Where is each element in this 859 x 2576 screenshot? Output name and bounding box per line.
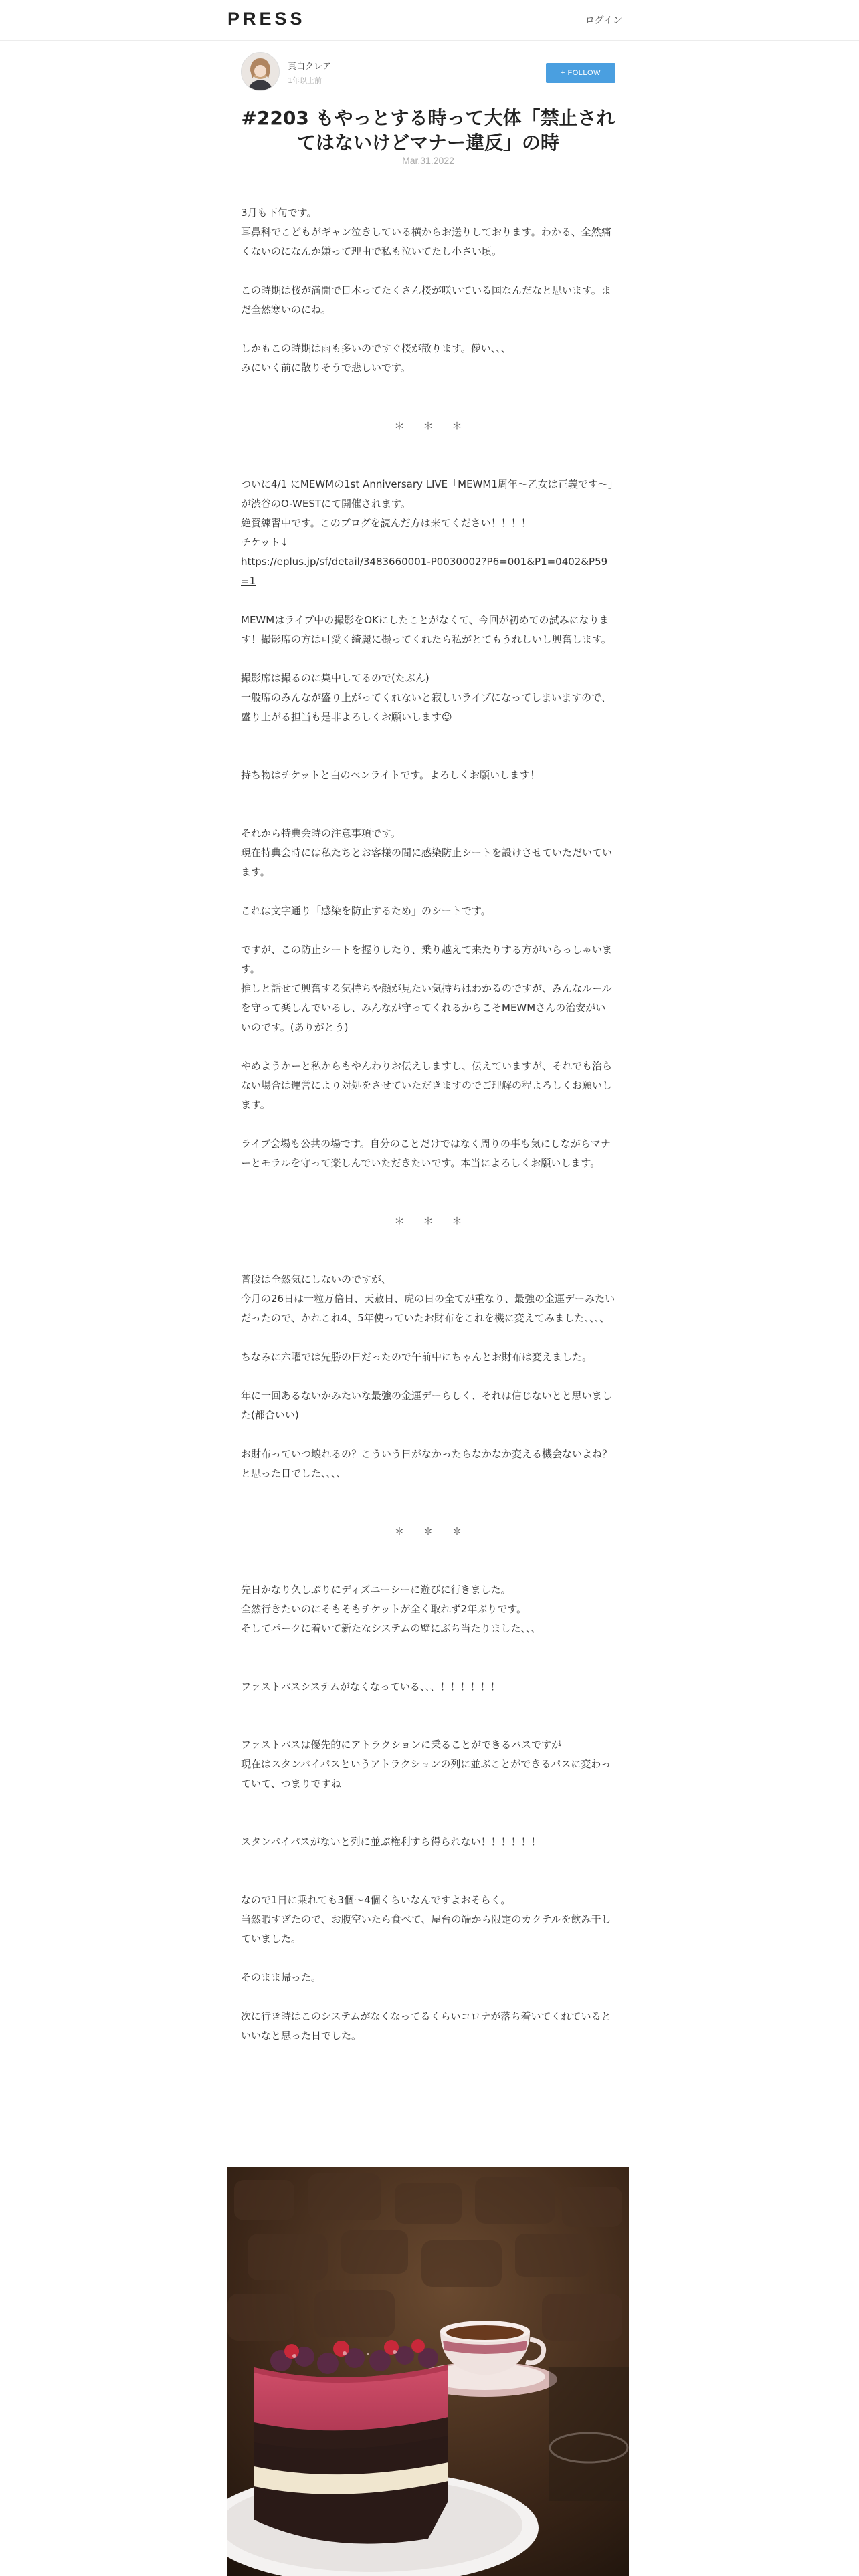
section-separator: ＊＊＊ <box>394 1215 481 1227</box>
paragraph <box>241 552 615 591</box>
section-separator: ＊＊＊ <box>394 1525 481 1537</box>
paragraph: 先日かなり久しぶりにディズニーシーに遊びに行きました。 全然行きたいのにそもそもチケットが全く取れず2年ぶりです。 そしてパークに着いて新たなシステムの壁にぶち当たりました、、、 <box>241 1584 541 1634</box>
paragraph: ですが、この防止シートを握りしたり、乗り越えて来たりする方がいらっしゃいます。 推しと話せて興奮する気持ちや顔が見たい気持ちはわかるのですが、みんなルールを守って楽しんでいるし、みんなが守ってくれるからこそMEWMさんの治安がいいのです。(ありがとう) <box>241 944 613 1033</box>
paragraph: ファストパスシステムがなくなっている、、、！！！！！！ <box>241 1681 500 1693</box>
paragraph: スタンバイパスがないと列に並ぶ権利すら得られない！！！！！！ <box>241 1836 541 1848</box>
paragraph: しかもこの時期は雨も多いのですぐ桜が散ります。儚い、、、 みにいく前に散りそうで悲しいです。 <box>241 342 511 374</box>
site-logo[interactable]: PRESS <box>227 9 306 29</box>
paragraph: 撮影席は撮るのに集中してるので(たぶん) 一般席のみんなが盛り上がってくれないと寂しいライブになってしまいますので、盛り上がる担当も是非よろしくお願いします☺︎ <box>241 672 611 723</box>
paragraph: ちなみに六曜では先勝の日だったので午前中にちゃんとお財布は変えました。 <box>241 1351 593 1363</box>
author-bar <box>241 52 615 94</box>
paragraph: これは文字通り「感染を防止するため」のシートです。 <box>241 905 491 917</box>
paragraph: 持ち物はチケットと白のペンライトです。よろしくお願いします！ <box>241 769 541 781</box>
paragraph: 3月も下旬です。 耳鼻科でこどもがギャン泣きしている横からお送りしております。わかる、全然痛くないのになんか嫌って理由で私も泣いてたし小さい頃。 <box>241 207 611 257</box>
ticket-link[interactable]: https://eplus.jp/sf/detail/3483660001-P0030002?P6=001&P1=0402&P59=1 <box>241 556 608 587</box>
author-name[interactable]: 真白クレア <box>288 62 332 72</box>
article-photo <box>227 2167 629 2576</box>
paragraph: 年に一回あるないかみたいな最強の金運デーらしく、それは信じないとと思いました(都合いい) <box>241 1390 612 1421</box>
section-separator: ＊＊＊ <box>394 420 481 432</box>
article-date: Mar.31.2022 <box>402 155 454 166</box>
login-link[interactable]: ログイン <box>585 15 622 26</box>
paragraph: やめようかーと私からもやんわりお伝えしますし、伝えていますが、それでも治らない場合は運営により対処をさせていただきますのでご理解の程よろしくお願いします。 <box>241 1060 613 1111</box>
paragraph: 次に行き時はこのシステムがなくなってるくらいコロナが落ち着いてくれているといいなと思った日でした。 <box>241 2010 611 2042</box>
article-body <box>241 203 615 2046</box>
author-avatar[interactable] <box>241 52 280 91</box>
site-header <box>0 0 859 41</box>
paragraph: 普段は全然気にしないのですが、 今月の26日は一粒万倍日、天赦日、虎の日の全てが重なり、最強の金運デーみたいだったので、かれこれ4、5年使っていたお財布をこれを機に変えてみました、、、、 <box>241 1273 615 1324</box>
paragraph: なので1日に乗れても3個〜4個くらいなんですよおそらく。 当然暇すぎたので、お腹空いたら食べて、屋台の端から限定のカクテルを飲み干していました。 <box>241 1894 611 1945</box>
paragraph: MEWMはライブ中の撮影をOKにしたことがなくて、今回が初めての試みになります！撮影席の方は可愛く綺麗に撮ってくれたら私がとてもうれしいし興奮します。 <box>241 614 611 645</box>
author-subtitle: 1年以上前 <box>288 76 322 85</box>
paragraph: ついに4/1 にMEWMの1st Anniversary LIVE「MEWM1周年〜乙女は正義です〜」が渋谷のO-WESTにて開催されます。 絶賛練習中です。このブログを読んだ方は来てください！！！！ チケット↓ <box>241 478 613 548</box>
paragraph: そのまま帰った。 <box>241 1971 322 1983</box>
follow-button[interactable]: + FOLLOW <box>546 63 615 83</box>
article-title: #2203 もやっとする時って大体「禁止されてはないけどマナー違反」の時 <box>241 107 615 154</box>
paragraph: この時期は桜が満開で日本ってたくさん桜が咲いている国なんだなと思います。まだ全然寒いのにね。 <box>241 284 611 316</box>
paragraph: お財布っていつ壊れるの？こういう日がなかったらなかなか変える機会ないよね？と思った日でした、、、、 <box>241 1448 613 1479</box>
paragraph: ライブ会場も公共の場です。自分のことだけではなく周りの事も気にしながらマナーとモラルを守って楽しんでいただきたいです。本当によろしくお願いします。 <box>241 1138 611 1169</box>
paragraph: ファストパスは優先的にアトラクションに乗ることができるパスですが 現在はスタンバイパスというアトラクションの列に並ぶことができるパスに変わっていて、つまりですね <box>241 1739 611 1790</box>
paragraph: それから特典会時の注意事項です。 現在特典会時には私たちとお客様の間に感染防止シートを設けさせていただいています。 <box>241 827 613 878</box>
